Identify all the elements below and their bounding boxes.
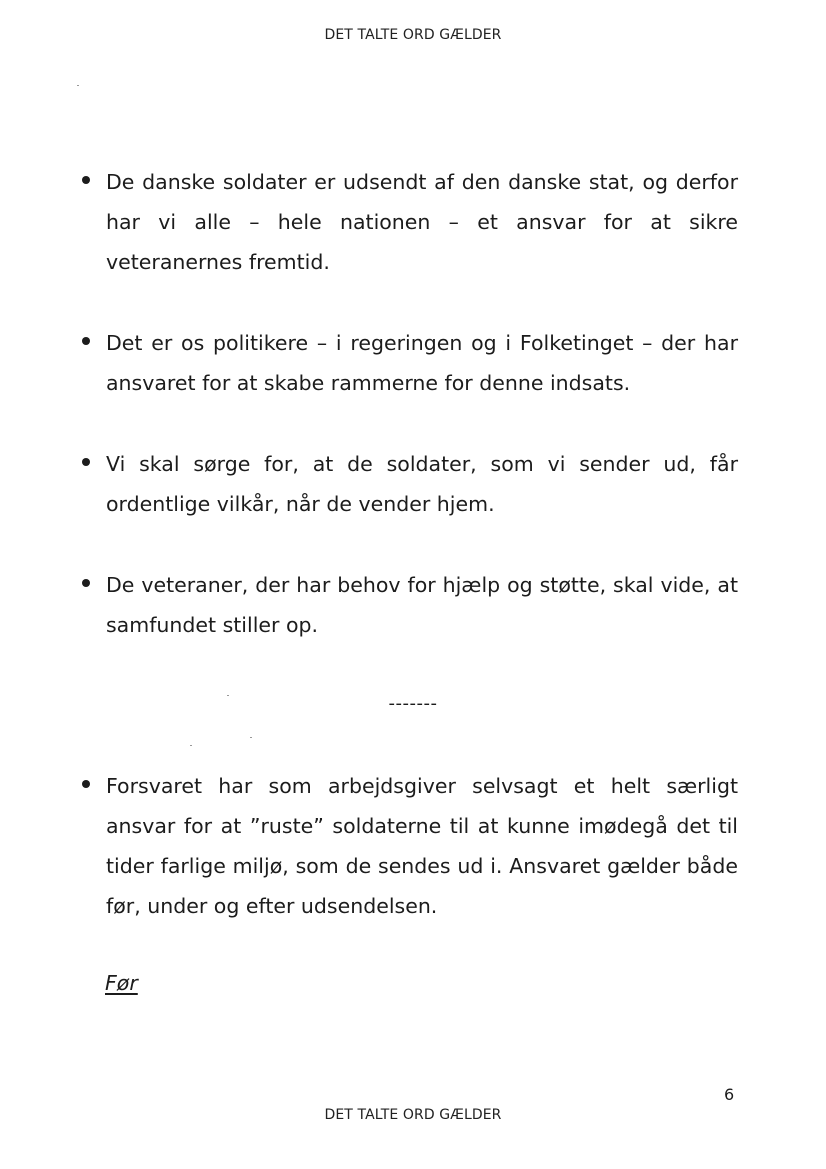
bullet-dot — [82, 780, 90, 788]
section-separator: ------- — [388, 693, 438, 714]
bullet-dot — [82, 458, 90, 466]
scan-speck — [77, 85, 79, 86]
bullet-dot — [82, 579, 90, 587]
bullet-text: Forsvaret har som arbejdsgiver selvsagt et helt særligt ansvar for at ”ruste” soldaterne til at kunne imødegå det til tider farlige miljø, som de sendes ud i. Ansvaret gælder både før, under og efter udsendelsen. — [106, 774, 738, 918]
running-footer: DET TALTE ORD GÆLDER — [324, 1107, 502, 1123]
scan-speck — [190, 745, 192, 746]
page-number: 6 — [724, 1085, 735, 1104]
bullet-text: Det er os politikere – i regeringen og i Folketinget – der har ansvaret for at skabe rammerne for denne indsats. — [106, 331, 738, 395]
scan-speck — [250, 737, 252, 738]
section-heading: Før — [105, 971, 138, 995]
running-header: DET TALTE ORD GÆLDER — [324, 27, 502, 43]
bullet-dot — [82, 337, 90, 345]
bullet-text: De danske soldater er udsendt af den danske stat, og derfor har vi alle – hele nationen – et ansvar for at sikre veteranernes fremtid. — [106, 170, 738, 274]
bullet-dot — [82, 176, 90, 184]
bullet-text: Vi skal sørge for, at de soldater, som vi sender ud, får ordentlige vilkår, når de vender hjem. — [106, 452, 738, 516]
bullet-text: De veteraner, der har behov for hjælp og støtte, skal vide, at samfundet stiller op. — [106, 573, 738, 637]
